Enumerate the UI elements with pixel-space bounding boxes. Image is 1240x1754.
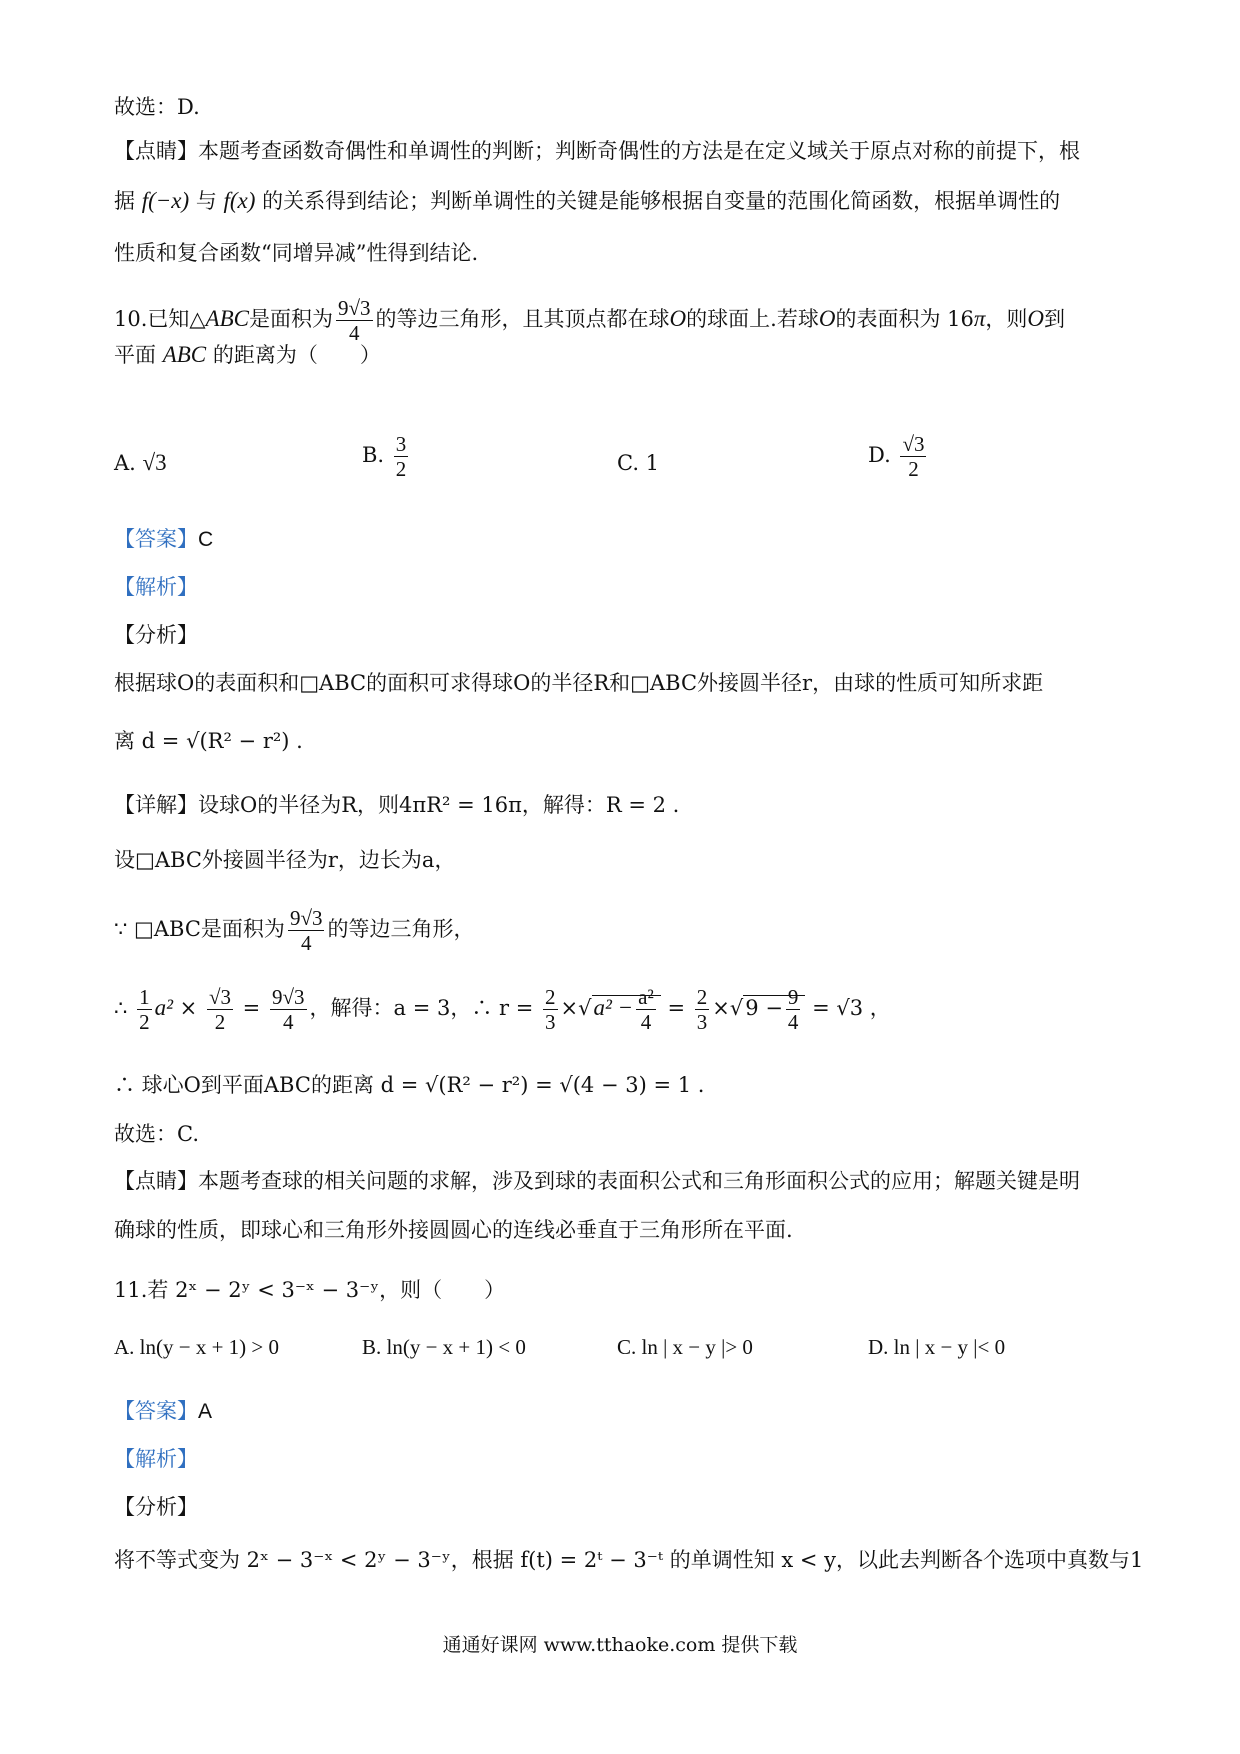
text-line: 性质和复合函数“同增异减”性得到结论. — [114, 241, 479, 265]
answer-value: C — [198, 528, 214, 551]
fenxi-label: 【分析】 — [114, 623, 198, 647]
text-fragment: 平面 — [114, 343, 156, 367]
fenxi-label: 【分析】 — [114, 1495, 198, 1519]
operator: × — [712, 996, 730, 1020]
text-line: 根据球O的表面积和□ABC的面积可求得球O的半径R和□ABC外接圆半径r，由球的性质可知所求距 — [114, 671, 1044, 695]
fraction-denominator: 4 — [640, 1010, 652, 1034]
text-fragment: 是面积为 — [249, 307, 333, 331]
math-o: O — [669, 306, 687, 331]
text-line: 设□ABC外接圆半径为r，边长为a， — [114, 848, 456, 872]
radicand — [592, 985, 661, 1034]
text-fragment: 的等边三角形， — [327, 917, 475, 941]
option-10-a — [114, 448, 167, 478]
option-10-d — [868, 432, 929, 481]
option-10-b — [362, 432, 411, 481]
fraction-denominator: 4 — [300, 931, 312, 955]
fraction-numerator: √3 — [208, 985, 231, 1009]
analysis-label: 【解析】 — [114, 575, 198, 599]
text-fragment: 据 — [114, 189, 135, 213]
radical-sign: √ — [729, 996, 744, 1020]
text-fragment: ∴ — [114, 996, 128, 1020]
option-11-d: D. ln | x − y |< 0 — [868, 1335, 1006, 1359]
text-fragment: 的距离为（ ） — [212, 343, 381, 367]
option-11-c: C. ln | x − y |> 0 — [617, 1335, 753, 1359]
math-term: a² — [154, 995, 173, 1020]
math-fx: f(−x) — [141, 188, 190, 213]
fraction-numerator: 9 — [787, 985, 799, 1009]
text-fragment: 与 — [195, 189, 217, 213]
text-line: 【详解】设球O的半径为R，则4πR² = 16π，解得：R = 2 . — [114, 793, 680, 817]
text-line: 【点睛】本题考查球的相关问题的求解，涉及到球的表面积公式和三角形面积公式的应用；解题关键是明 — [114, 1169, 1080, 1193]
text-line: 故选：C. — [114, 1122, 199, 1146]
fraction-numerator: √3 — [902, 432, 925, 456]
fraction-numerator: 2 — [545, 985, 556, 1009]
text-fragment: ，则 — [985, 307, 1028, 331]
fraction — [695, 985, 710, 1034]
fraction-numerator: 9√3 — [289, 906, 323, 930]
fraction-numerator: a² — [638, 985, 654, 1009]
operator: = — [667, 996, 686, 1020]
text-line — [114, 186, 1060, 216]
text-line — [114, 906, 474, 955]
question-10-line2 — [114, 340, 381, 370]
fraction-denominator: 2 — [908, 457, 919, 481]
fraction-denominator: 3 — [696, 1010, 708, 1034]
fraction-numerator: 9√3 — [338, 296, 371, 320]
text-fragment: 的球面上.若球 — [686, 307, 819, 331]
answer-label: 【答案】 — [114, 527, 198, 551]
math-o: O — [818, 306, 836, 331]
fraction — [786, 985, 801, 1034]
fraction-denominator: 3 — [545, 1010, 556, 1034]
option-11-a: A. ln(y − x + 1) > 0 — [114, 1335, 280, 1359]
math-term: a² − — [593, 995, 634, 1020]
operator: = — [242, 996, 261, 1020]
text-fragment: ∵ □ABC是面积为 — [114, 917, 285, 941]
page-footer: 通通好课网 www.tthaoke.com 提供下载 — [442, 1634, 798, 1656]
option-11-b: B. ln(y − x + 1) < 0 — [362, 1335, 526, 1359]
option-value: √3 — [142, 450, 167, 475]
text-line: ∴ 球心O到平面ABC的距离 d = √(R² − r²) = √(4 − 3) = 1 . — [114, 1073, 705, 1097]
operator: × — [560, 996, 579, 1020]
fraction-numerator: 9√3 — [271, 985, 305, 1009]
fraction — [900, 432, 926, 481]
option-10-c: C. 1 — [617, 451, 660, 475]
math-pi: π — [973, 306, 986, 331]
fraction — [207, 985, 233, 1034]
text-fragment: 的关系得到结论；判断单调性的关键是能够根据自变量的范围化简函数，根据单调性的 — [262, 189, 1061, 213]
math-abc: ABC — [162, 342, 207, 367]
fraction — [636, 985, 656, 1034]
fraction — [288, 906, 325, 955]
fraction — [543, 985, 558, 1034]
fraction — [394, 432, 409, 481]
math-o: O — [1027, 306, 1045, 331]
fraction-denominator: 4 — [282, 1010, 294, 1034]
text-line: 故选：D. — [114, 95, 200, 119]
fraction-numerator: 2 — [696, 985, 708, 1009]
fraction-denominator: 4 — [349, 321, 360, 345]
question-10-line1 — [114, 296, 1065, 345]
text-fragment: 的等边三角形，且其顶点都在球 — [375, 307, 670, 331]
fraction — [336, 296, 373, 345]
text-fragment: 的表面积为 16 — [835, 307, 974, 331]
text-fragment: = √3 ， — [812, 996, 891, 1020]
option-label: A. — [114, 451, 136, 475]
fraction-numerator: 1 — [139, 985, 150, 1009]
radical-sign: √ — [578, 996, 592, 1020]
text-line: 离 d = √(R² − r²) . — [114, 729, 303, 753]
radicand — [743, 985, 805, 1034]
answer-line — [114, 524, 213, 555]
option-label: B. — [362, 443, 385, 467]
math-term: 9 − — [745, 996, 783, 1020]
fraction-denominator: 2 — [395, 457, 407, 481]
answer-value: A — [198, 1400, 213, 1423]
question-11: 11.若 2ˣ − 2ʸ < 3⁻ˣ − 3⁻ʸ，则（ ） — [114, 1278, 506, 1302]
text-line: 确球的性质，即球心和三角形外接圆圆心的连线必垂直于三角形所在平面. — [114, 1218, 793, 1242]
equation-line — [114, 985, 891, 1034]
math-abc: ABC — [205, 306, 249, 331]
math-fx: f(x) — [223, 188, 256, 213]
fraction — [137, 985, 152, 1034]
fraction-denominator: 2 — [139, 1010, 150, 1034]
fraction — [270, 985, 307, 1034]
text-line: 将不等式变为 2ˣ − 3⁻ˣ < 2ʸ − 3⁻ʸ，根据 f(t) = 2ᵗ − 3⁻ᵗ 的单调性知 x < y，以此去判断各个选项中真数与1 — [114, 1548, 1144, 1572]
option-label: D. — [868, 443, 891, 467]
text-line: 【点睛】本题考查函数奇偶性和单调性的判断；判断奇偶性的方法是在定义域关于原点对称的前提下，根 — [114, 139, 1080, 163]
text-fragment: 10.已知△ — [114, 307, 206, 331]
text-fragment: 到 — [1044, 307, 1066, 331]
answer-label: 【答案】 — [114, 1399, 198, 1423]
operator: × — [179, 996, 198, 1020]
fraction-denominator: 2 — [214, 1010, 226, 1034]
text-fragment: ，解得：a = 3，∴ r = — [309, 996, 534, 1020]
analysis-label: 【解析】 — [114, 1447, 198, 1471]
answer-line — [114, 1396, 212, 1427]
fraction-denominator: 4 — [787, 1010, 799, 1034]
fraction-numerator: 3 — [395, 432, 407, 456]
